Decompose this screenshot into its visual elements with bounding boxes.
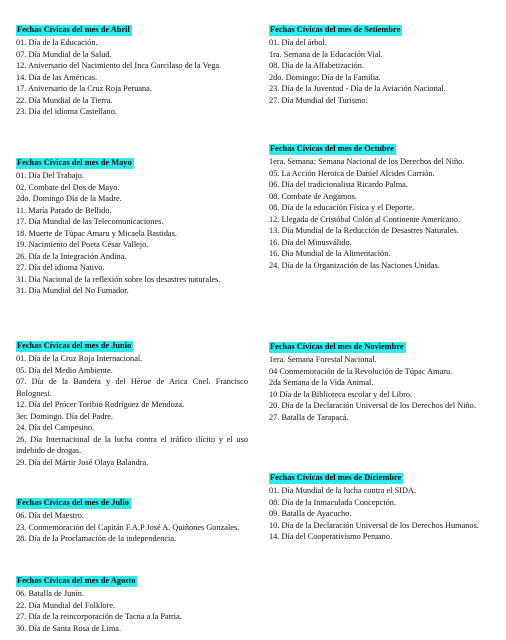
date-entry: 08. Día de la Alfabetización.: [269, 61, 364, 70]
month-heading: Fechas Cívicas del mes de Setiembre: [270, 25, 401, 34]
date-entry: 02. Combate del Dos de Mayo.: [16, 182, 120, 192]
month-heading: Fechas Cívicas del mes de Octubre: [270, 144, 394, 153]
date-entry: 05. La Acción Heroica de Daniel Alcides Carrión.: [269, 168, 435, 178]
date-entry: 16. Día Mundial de la Alimentación.: [269, 249, 391, 258]
date-entry: 1era. Semana Forestal Nacional.: [269, 355, 377, 364]
date-entry: 12. Día del Prócer Toribio Rodríguez de Mendoza.: [16, 400, 185, 409]
date-list: [16, 510, 248, 545]
date-list: [269, 485, 492, 543]
date-entry: 29. Día del Mártir José Olaya Balandra.: [16, 457, 149, 467]
date-entry: 20. Día de la Declaración Universal de los Derechos del Niño.: [269, 401, 476, 410]
month-heading: Fechas Cívicas del mes de Diciembre: [270, 473, 402, 482]
month-section: [16, 492, 248, 545]
date-entry: 07. Día de la Bandera y del Héroe de Arica Cnel. Francisco Bolognesi.: [16, 377, 248, 398]
date-entry: 1era. Semana: Semana Nacional de los Derechos del Niño.: [269, 157, 465, 166]
date-entry: 11. María Parado de Bellido.: [16, 205, 112, 215]
date-entry: 01. Día de la Cruz Roja Internacional.: [16, 354, 143, 363]
date-entry: 12. Aniversario del Nacimiento del Inca Garcilaso de la Vega.: [16, 61, 222, 70]
date-entry: 17. Aniversario de la Cruz Roja Peruana.: [16, 84, 152, 93]
date-entry: 16. Día del Minusválido.: [269, 237, 352, 247]
date-entry: 18. Muerte de Túpac Amaru y Micaela Bastidas.: [16, 228, 177, 238]
date-entry: 12. Llegada de Cristóbal Colón al Continente Americano.: [269, 214, 461, 224]
date-entry: 3er. Domingo. Día del Padre.: [16, 411, 114, 421]
date-entry: 10 Día de la Biblioteca escolar y del Libro.: [269, 389, 413, 399]
date-entry: 19. Nacimiento del Poeta César Vallejo.: [16, 240, 149, 249]
date-list: [269, 37, 492, 106]
date-entry: 27. Día del idioma Nativo.: [16, 263, 105, 272]
date-entry: 17. Día Mundial de las Telecomunicaciones.: [16, 217, 164, 226]
date-entry: 22. Día Mundial del Folklore.: [16, 600, 116, 610]
date-entry: 14. Día de las Américas.: [16, 72, 98, 82]
date-entry: 28. Día de la Proclamación de la independencia.: [16, 534, 177, 543]
date-entry: 04 Conmemoración de la Revolución de Túpac Amaru.: [269, 366, 453, 376]
month-heading: Fechas Cívicas del mes de Abril: [17, 25, 130, 34]
date-entry: 10. Día de la Declaración Universal de los Derechos Humanos.: [269, 520, 479, 530]
date-entry: 01. Día de la Educación.: [16, 38, 98, 47]
date-entry: 24. Día del Campesino.: [16, 423, 95, 432]
month-section: [269, 467, 492, 543]
date-list: [16, 353, 248, 468]
month-section: [16, 335, 248, 468]
month-heading: Fechas Cívicas del mes de Noviembre: [270, 342, 404, 351]
date-entry: 08. Día de la educación Física y el Deporte.: [269, 203, 415, 212]
date-entry: 06. Día del tradicionalista Ricardo Palma.: [269, 180, 408, 189]
date-entry: 30. Día de Santa Rosa de Lima.: [16, 623, 122, 633]
date-entry: 01. Día Mundial de la lucha contra el SIDA.: [269, 486, 416, 495]
date-list: [16, 170, 248, 297]
date-entry: 08. Día de la Inmaculada Concepción.: [269, 497, 396, 507]
date-list: [16, 37, 248, 118]
date-entry: 06. Batalla de Junín.: [16, 589, 84, 598]
month-section: [16, 19, 248, 118]
date-entry: 26. Día de la Integración Andina.: [16, 251, 127, 261]
date-entry: 23. Día del idioma Castellano.: [16, 107, 117, 116]
date-entry: 2do. Domingo Día de la Madre.: [16, 194, 122, 203]
date-entry: 07. Día Mundial de la Salud.: [16, 49, 112, 59]
month-heading: Fechas Cívicas del mes de Junio: [17, 341, 132, 350]
month-heading: Fechas Cívicas del mes de Mayo: [17, 158, 132, 167]
month-section: [269, 19, 492, 106]
month-section: [16, 570, 248, 634]
date-entry: 2do. Domingo: Día de la Familia.: [269, 72, 381, 82]
date-entry: 1ra. Semana de la Educación Vial.: [269, 49, 383, 59]
month-section: [16, 152, 248, 297]
date-list: [16, 588, 248, 634]
date-entry: 06. Día del Maestro.: [16, 511, 84, 520]
date-entry: 27. Batalla de Tarapacá.: [269, 412, 349, 422]
date-entry: 22. Día Mundial de la Tierra.: [16, 95, 113, 105]
date-entry: 01. Día Del Trabajo.: [16, 171, 84, 180]
date-entry: 31. Día Mundial del No Fumador.: [16, 286, 129, 295]
date-entry: 31. Día Nacional de la reflexión sobre los desastres naturales.: [16, 274, 221, 284]
date-entry: 24. Día de la Organización de las Naciones Unidas.: [269, 260, 440, 270]
date-entry: 2da Semana de la Vida Animal.: [269, 378, 374, 387]
date-list: [269, 156, 492, 271]
date-entry: 08. Combate de Angamos.: [269, 191, 357, 201]
month-heading: Fechas Cívicas del mes de Agosto: [17, 576, 136, 585]
date-entry: 14. Día del Cooperativismo Peruano.: [269, 532, 393, 541]
month-section: [269, 336, 492, 423]
date-list: [269, 354, 492, 423]
month-section: [269, 138, 492, 271]
date-entry: 01. Día del árbol.: [269, 38, 327, 47]
date-entry: 27. Día de la reincorporación de Tacna a la Patria.: [16, 612, 182, 621]
date-entry: 23. Conmemoración del Capitán F.A.P José A. Quiñones Gonzales.: [16, 522, 240, 532]
date-entry: 23. Día de la Juventud - Día de la Aviación Nacional.: [269, 84, 446, 93]
date-entry: 09. Batalla de Ayacucho.: [269, 509, 352, 518]
date-entry: 05. Día del Medio Ambiente.: [16, 365, 113, 375]
date-entry: 27. Día Mundial del Turismo.: [269, 95, 368, 105]
month-heading: Fechas Cívicas del mes de Julio: [17, 498, 129, 507]
date-entry: 26. Día Internacional de la lucha contra el tráfico ilícito y el uso indebido de drogas.: [16, 434, 248, 455]
date-entry: 13. Día Mundial de la Reducción de Desastres Naturales.: [269, 226, 459, 235]
